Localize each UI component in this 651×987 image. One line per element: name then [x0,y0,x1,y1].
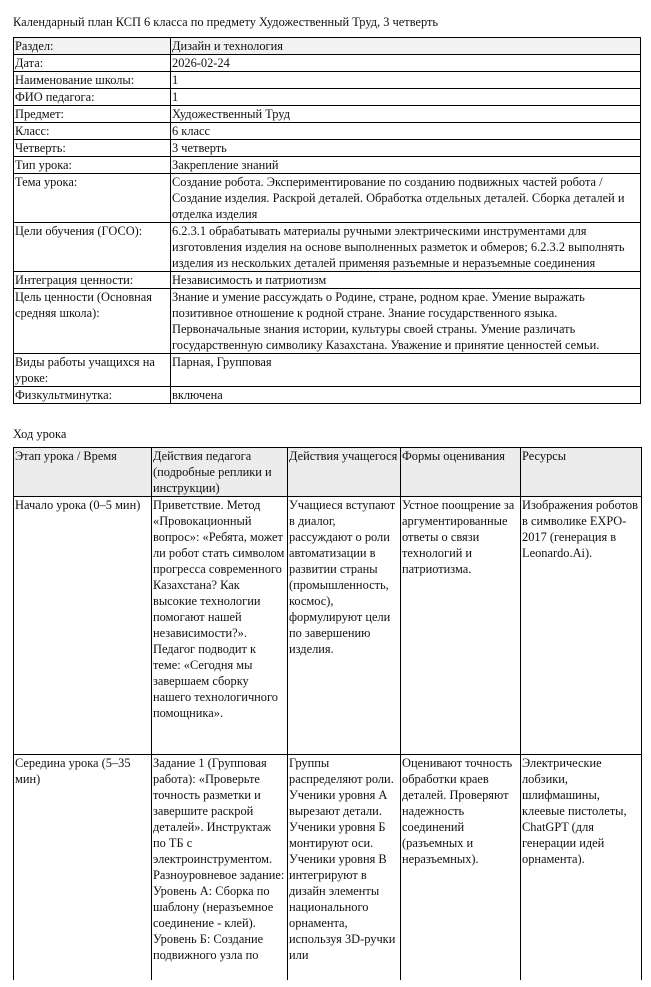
info-label: Дата: [14,55,171,72]
info-label: Четверть: [14,140,171,157]
column-header-stage: Этап урока / Время [14,448,152,497]
info-row-work-types [14,354,641,387]
info-row-subject [14,106,641,123]
info-row-school [14,72,641,89]
info-row-section [14,38,641,55]
student-actions-cell: Группы распределяют роли. Ученики уровня А вырезают детали. Ученики уровня Б монтируют оси. Ученики уровня В интегрируют в дизайн элементы национального орнамента, используя 3D-ручки или [288,755,401,981]
info-row-lesson-type [14,157,641,174]
info-label: Цель ценности (Основная средняя школа): [14,289,171,354]
student-actions-cell: Учащиеся вступают в диалог, рассуждают о роли автоматизации в развитии страны (промышленность, космос), формулируют цели по завершению изделия. [288,497,401,755]
info-value: Независимость и патриотизм [171,272,641,289]
lesson-flow-table [13,447,642,981]
teacher-actions-cell: Приветствие. Метод «Провокационный вопрос»: «Ребята, может ли робот стать символом прогресса современного Казахстана? Как высокие технологии помогают нашей независимости?». Педагог подводит к теме: «Сегодня мы завершаем сборку нашего технологичного помощника». [152,497,288,755]
info-value: 6 класс [171,123,641,140]
info-value: 2026-02-24 [171,55,641,72]
info-row-physical-break [14,387,641,404]
info-label: Виды работы учащихся на уроке: [14,354,171,387]
section-heading: Ход урока [13,427,67,441]
info-value: Художественный Труд [171,106,641,123]
stage-cell: Середина урока (5–35 мин) [14,755,152,981]
info-value: Знание и умение рассуждать о Родине, стране, родном крае. Умение выражать позитивное отношение к родной стране. Знание государственного языка. Первоначальные знания истории, культуры своей страны. Умение различать государственную символику Казахстана. Уважение и принятие ценностей семьи. [171,289,641,354]
info-value: 1 [171,72,641,89]
info-value: 6.2.3.1 обрабатывать материалы ручными электрическими инструментами для изготовления изделия на основе выполненных разметок и обмеров; 6.2.3.2 выполнять изделия из нескольких деталей применяя разъемные и неразъемные соединения [171,223,641,272]
table-row [14,755,642,981]
table-header-row [14,448,642,497]
resources-cell: Электрические лобзики, шлифмашины, клеевые пистолеты, ChatGPT (для генерации идей орнамента). [521,755,642,981]
stage-cell: Начало урока (0–5 мин) [14,497,152,755]
info-row-value-integration [14,272,641,289]
info-row-learning-goals [14,223,641,272]
info-label: ФИО педагога: [14,89,171,106]
info-value: включена [171,387,641,404]
lesson-info-table [13,37,641,404]
info-label: Наименование школы: [14,72,171,89]
column-header-students: Действия учащегося [288,448,401,497]
info-row-quarter [14,140,641,157]
info-label: Интеграция ценности: [14,272,171,289]
info-label: Физкультминутка: [14,387,171,404]
resources-cell: Изображения роботов в символике EXPO-2017 (генерация в Leonardo.Ai). [521,497,642,755]
page-bottom-edge [0,980,651,987]
info-label: Раздел: [14,38,171,55]
info-label: Предмет: [14,106,171,123]
info-value: 3 четверть [171,140,641,157]
info-value: Парная, Групповая [171,354,641,387]
info-value: Дизайн и технология [171,38,641,55]
info-row-value-goal [14,289,641,354]
column-header-resources: Ресурсы [521,448,642,497]
assessment-cell: Устное поощрение за аргументированные ответы о связи технологий и патриотизма. [401,497,521,755]
info-row-date [14,55,641,72]
info-row-grade [14,123,641,140]
info-row-teacher [14,89,641,106]
column-header-assessment: Формы оценивания [401,448,521,497]
info-value: Создание робота. Экспериментирование по созданию подвижных частей робота / Создание изделия. Раскрой деталей. Обработка отдельных деталей. Сборка деталей и отделка изделия [171,174,641,223]
info-value: 1 [171,89,641,106]
info-label: Тема урока: [14,174,171,223]
info-row-topic [14,174,641,223]
info-label: Класс: [14,123,171,140]
info-value: Закрепление знаний [171,157,641,174]
info-label: Цели обучения (ГОСО): [14,223,171,272]
page-title: Календарный план КСП 6 класса по предмету Художественный Труд, 3 четверть [13,15,439,29]
assessment-cell: Оценивают точность обработки краев деталей. Проверяют надежность соединений (разъемных и неразъемных). [401,755,521,981]
teacher-actions-cell: Задание 1 (Групповая работа): «Проверьте точность разметки и завершите раскрой деталей». Инструктаж по ТБ с электроинструментом. Разноуровневое задание: Уровень А: Сборка по шаблону (неразъемное соединение - клей). Уровень Б: Создание подвижного узла по [152,755,288,981]
info-label: Тип урока: [14,157,171,174]
table-row [14,497,642,755]
column-header-teacher: Действия педагога (подробные реплики и инструкции) [152,448,288,497]
